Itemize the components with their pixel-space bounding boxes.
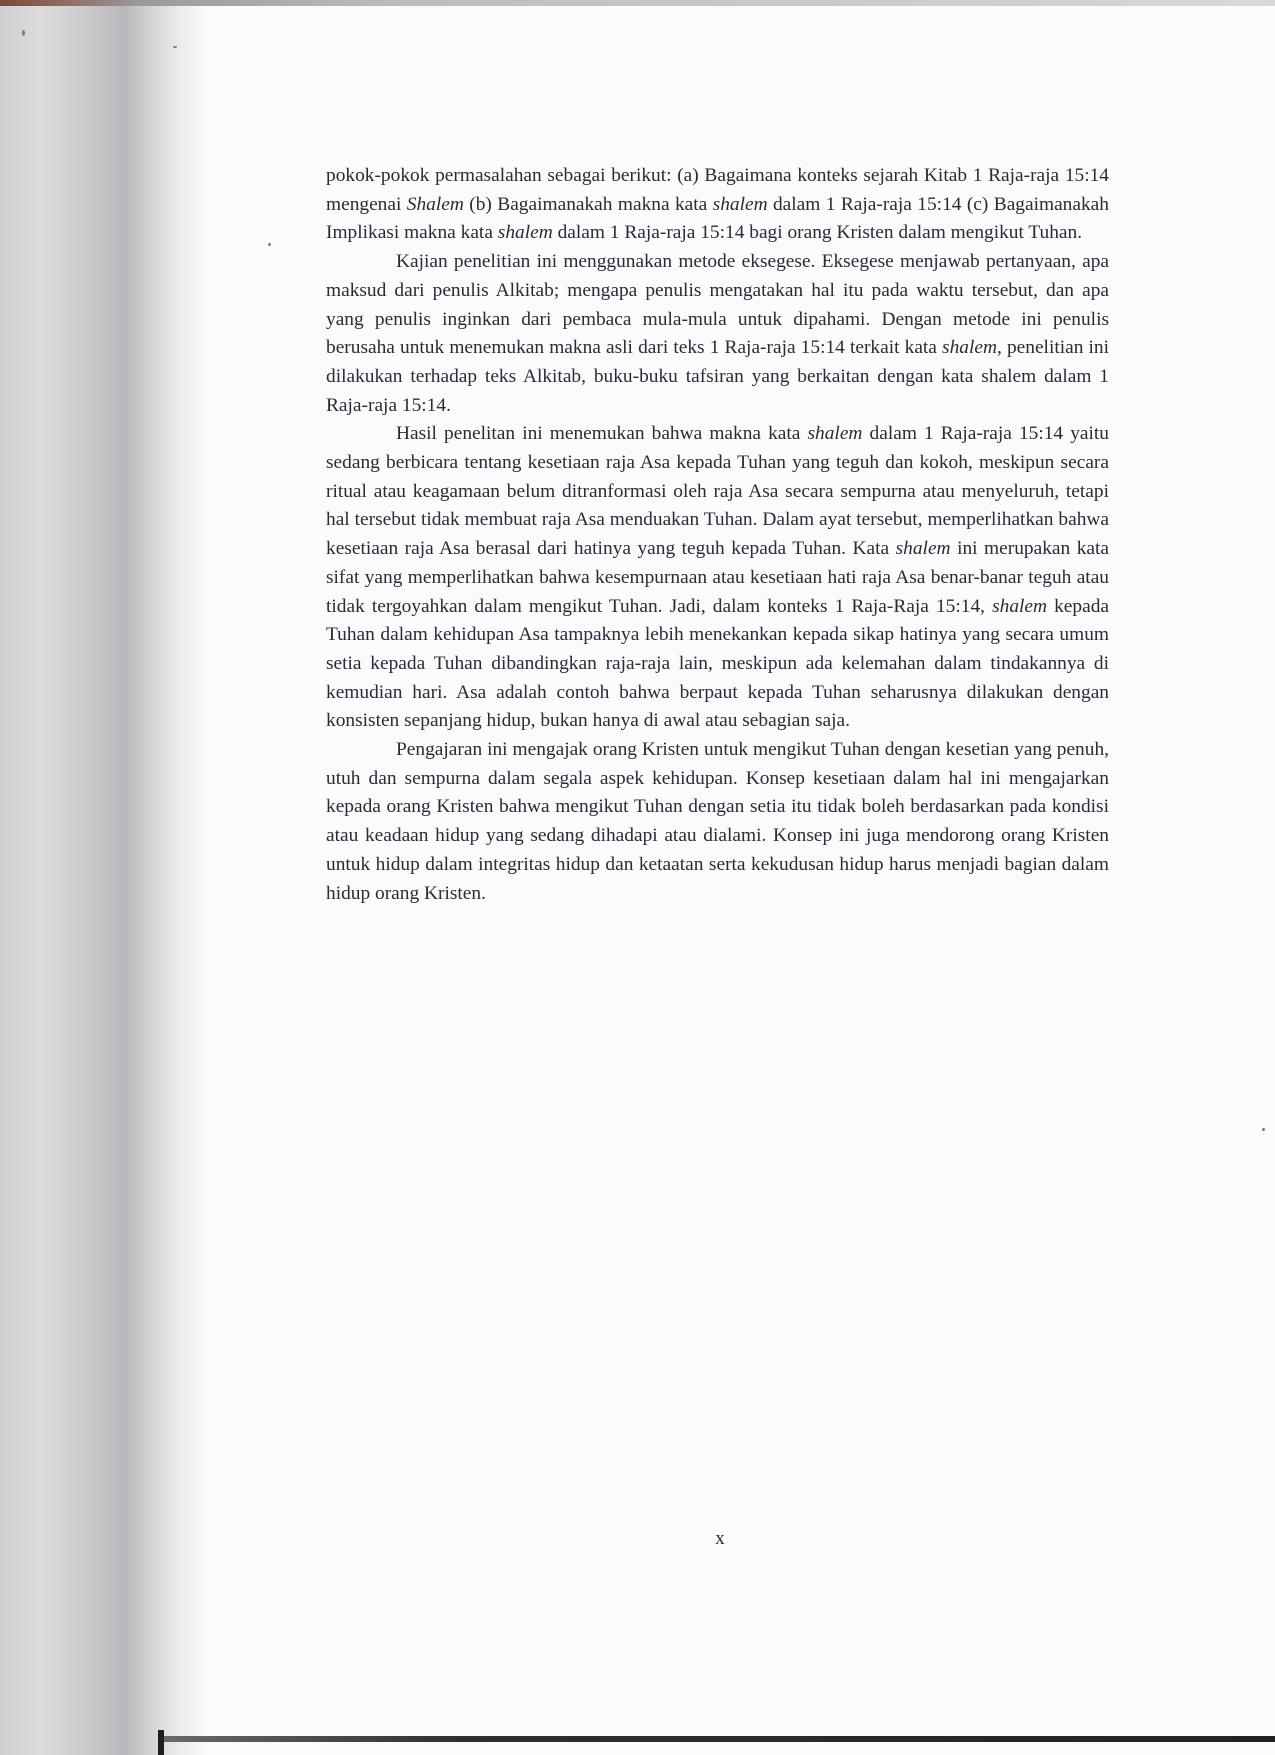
body-text [326,162,1109,908]
text-run: dalam 1 Raja-raja 15:14 (c) Bagaimanakah Implikasi makna kata [326,193,1109,244]
text-run: ini merupakan kata sifat yang memperlihatkan bahwa kesempurnaan atau kesetiaan hati raja Asa benar-banar teguh atau tidak tergoyahkan dalam mengikut Tuhan. Jadi, dalam konteks 1 Raja-Raja 15:14, [326,538,1109,617]
text-run: , penelitian ini dilakukan terhadap teks Alkitab, buku-buku tafsiran yang berkaitan dengan kata shalem dalam 1 Raja-raja 15:14. [326,337,1110,416]
dust-speck [268,243,271,246]
text-run: dalam 1 Raja-raja 15:14 yaitu sedang berbicara tentang kesetiaan raja Asa kepada Tuhan yang teguh dan kokoh, meskipun secara ritual atau keagamaan belum ditranformasi oleh raja Asa secara sempurna atau menyeluruh, tetapi hal tersebut tidak membuat raja Asa menduakan Tuhan. Dalam ayat tersebut, memperlihatkan bahwa kesetiaan raja Asa berasal dari hatinya yang teguh kepada Tuhan. Kata [326,423,1109,560]
dust-speck [1262,1128,1265,1131]
paragraph [326,420,1109,736]
text-run: Kajian penelitian ini menggunakan metode eksegese. Eksegese menjawab pertanyaan, apa maksud dari penulis Alkitab; mengapa penulis mengatakan hal itu pada waktu tersebut, dan apa yang penulis inginkan dari pembaca mula-mula untuk dipahami. Dengan metode ini penulis berusaha untuk menemukan makna asli dari teks 1 Raja-raja 15:14 terkait kata [326,251,1109,359]
top-page-edge [0,0,1275,6]
text-run: kepada Tuhan dalam kehidupan Asa tampaknya lebih menekankan kepada sikap hatinya yang secara umum setia kepada Tuhan dibandingkan raja-raja lain, meskipun ada kelemahan dalam tindakannya di kemudian hari. Asa adalah contoh bahwa berpaut kepada Tuhan seharusnya dilakukan dengan konsisten sepanjang hidup, bukan hanya di awal atau sebagian saja. [326,595,1109,732]
italic-term: shalem [895,538,951,560]
italic-term: Shalem [406,193,464,215]
dust-speck [173,46,177,48]
text-run: (b) Bagaimanakah makna kata [463,193,713,215]
text-run: Hasil penelitan ini menemukan bahwa makna kata [396,423,808,445]
text-run: pokok-pokok permasalahan sebagai berikut: (a) Bagaimana konteks sejarah Kitab 1 Raja-raja 15:14 mengenai [326,165,1109,215]
italic-term: shalem [712,193,768,215]
italic-term: shalem [992,595,1048,617]
bottom-page-edge [160,1736,1275,1742]
text-run: dalam 1 Raja-raja 15:14 bagi orang Kristen dalam mengikut Tuhan. [552,222,1083,244]
italic-term: shalem [807,423,863,445]
paragraph [326,162,1109,248]
paragraph [326,248,1109,420]
dust-speck [22,30,25,36]
binding-mark [158,1730,164,1755]
page-number: x [715,1528,725,1549]
italic-term: shalem [497,222,553,244]
text-run: Pengajaran ini mengajak orang Kristen untuk mengikut Tuhan dengan kesetian yang penuh, utuh dan sempurna dalam segala aspek kehidupan. Konsep kesetiaan dalam hal ini mengajarkan kepada orang Kristen bahwa mengikut Tuhan dengan setia itu tidak boleh berdasarkan pada kondisi atau keadaan hidup yang sedang dihadapi atau dialami. Konsep ini juga mendorong orang Kristen untuk hidup dalam integritas hidup dan ketaatan serta kekudusan hidup harus menjadi bagian dalam hidup orang Kristen. [326,739,1109,904]
italic-term: shalem [942,337,997,359]
binding-shadow [0,0,210,1755]
paragraph [326,736,1109,908]
